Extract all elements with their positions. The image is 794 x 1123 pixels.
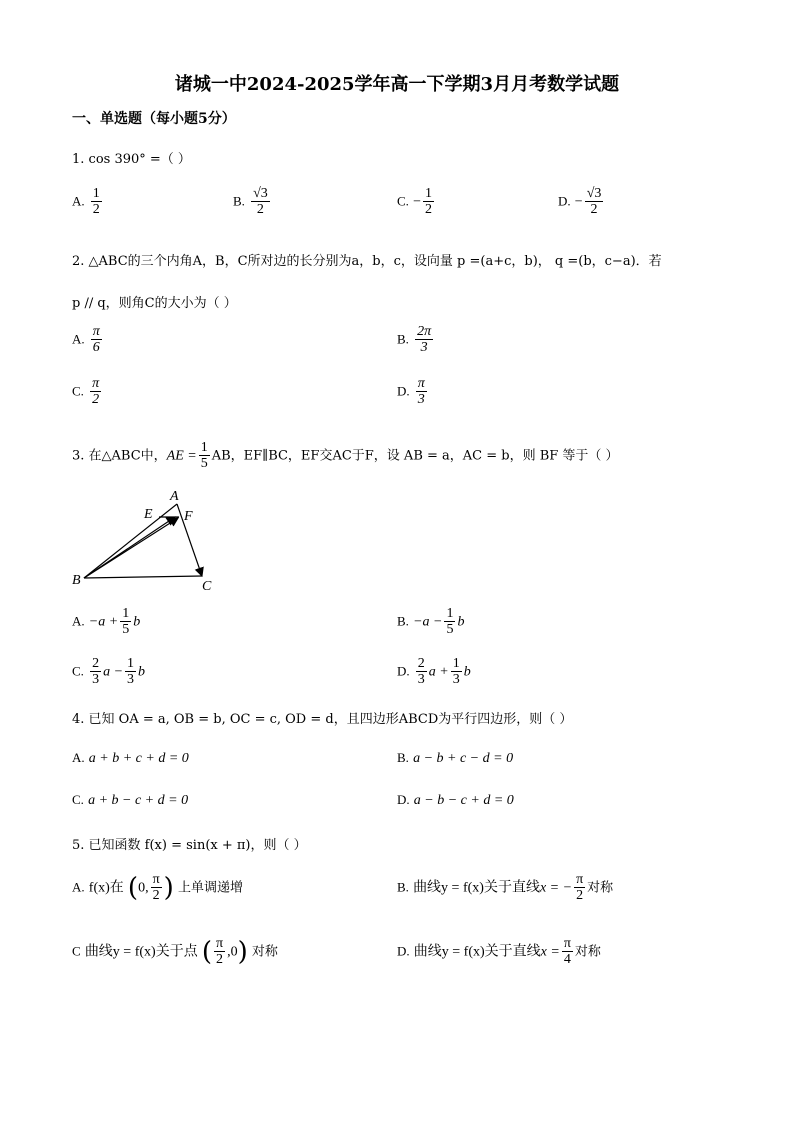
option-label: A. xyxy=(72,613,85,629)
q2-option-c[interactable] xyxy=(72,376,103,408)
frac-num: √3 xyxy=(253,186,268,201)
q3-option-c[interactable] xyxy=(72,656,145,688)
frac-num: 2 xyxy=(92,656,100,671)
option-label: A. xyxy=(72,193,85,209)
expr-part: f(x)在 xyxy=(88,880,124,896)
frac-den: 3 xyxy=(127,672,135,688)
frac-den: 2 xyxy=(424,202,432,218)
expr-part: b xyxy=(463,664,471,680)
option-label: C. xyxy=(72,383,84,399)
expr-part: x = xyxy=(540,944,560,960)
frac-den: 5 xyxy=(122,622,130,638)
q1-option-b[interactable] xyxy=(233,186,272,218)
q5-option-c[interactable] xyxy=(72,936,278,968)
left-paren: ( xyxy=(201,936,212,967)
q5-option-b[interactable] xyxy=(397,872,613,904)
q2-option-b[interactable] xyxy=(397,324,435,356)
option-label: D. xyxy=(397,943,410,959)
section-heading: 一、单选题（每小题5分） xyxy=(72,111,236,127)
triangle-figure xyxy=(70,486,220,596)
vertex-label-c: C xyxy=(202,579,212,594)
q5-stem: 5. 已知函数 f(x) = sin(x + π)，则（ ） xyxy=(72,838,307,853)
frac-den: 2 xyxy=(256,202,264,218)
option-label: D. xyxy=(558,193,571,209)
frac-num: 1 xyxy=(92,186,100,201)
option-label: A. xyxy=(72,331,85,347)
q4-option-b[interactable] xyxy=(397,750,513,767)
q5-option-a[interactable] xyxy=(72,872,243,904)
option-label: B. xyxy=(397,750,409,765)
frac-num: √3 xyxy=(586,186,602,201)
frac-num: π xyxy=(92,324,100,339)
expr-part: 对称 xyxy=(251,944,278,960)
frac-num: π xyxy=(576,872,584,887)
frac-den: 3 xyxy=(417,392,425,408)
side-ab xyxy=(84,504,177,578)
expr-part: 0, xyxy=(138,880,149,896)
frac-num: π xyxy=(92,376,100,391)
expr-part: a + xyxy=(428,664,449,680)
q2-option-a[interactable] xyxy=(72,324,104,356)
expr-part: −a + xyxy=(88,614,119,630)
frac-den: 2 xyxy=(216,952,224,968)
vertex-label-e: E xyxy=(144,507,153,522)
frac-num: 1 xyxy=(200,440,208,455)
frac-num: 1 xyxy=(452,656,460,671)
frac-den: 4 xyxy=(563,952,571,968)
right-paren: ) xyxy=(237,936,248,967)
option-label: C xyxy=(72,943,81,959)
option-text: a + b + c + d = 0 xyxy=(88,751,189,766)
q1-option-d[interactable] xyxy=(558,186,605,218)
option-label: A. xyxy=(72,750,85,765)
option-label: D. xyxy=(397,792,410,807)
minus-sign: − xyxy=(574,194,583,210)
expr-part: 曲线y = f(x)关于直线 xyxy=(413,880,540,896)
option-label: B. xyxy=(233,193,245,209)
option-label: A. xyxy=(72,879,85,895)
q2-option-d[interactable] xyxy=(397,376,429,408)
q1-stem: 1. cos 390° =（ ） xyxy=(72,152,191,167)
frac-num: π xyxy=(152,872,160,887)
option-label: C. xyxy=(72,663,84,679)
frac-num: π xyxy=(417,376,425,391)
frac-den: 3 xyxy=(452,672,460,688)
option-label: C. xyxy=(397,193,409,209)
side-bc xyxy=(84,576,202,578)
q3-stem-part-a: 3. 在△ABC中， xyxy=(72,448,167,464)
q3-option-d[interactable] xyxy=(397,656,471,688)
option-text: a + b − c + d = 0 xyxy=(88,793,189,808)
q4-option-a[interactable] xyxy=(72,750,189,767)
frac-den: 2 xyxy=(590,202,598,218)
option-label: B. xyxy=(397,331,409,347)
option-text: a − b + c − d = 0 xyxy=(413,751,514,766)
frac-num: 1 xyxy=(446,606,454,621)
frac-den: 6 xyxy=(92,340,100,356)
vertex-label-f: F xyxy=(184,509,193,524)
q5-option-d[interactable] xyxy=(397,936,601,968)
q4-option-d[interactable] xyxy=(397,792,514,809)
option-label: B. xyxy=(397,613,409,629)
q3-stem-part-c: AB，EF∥BC，EF交AC于F，设 AB = a，AC = b，则 BF 等于（ ） xyxy=(211,448,619,464)
frac-den: 3 xyxy=(92,672,100,688)
expr-part: a − xyxy=(103,664,124,680)
q1-option-a[interactable] xyxy=(72,186,104,218)
q2-stem-line2: p // q，则角C的大小为（ ） xyxy=(72,296,237,311)
expr-part: 对称 xyxy=(574,944,601,960)
frac-num: 2π xyxy=(417,324,432,339)
expr-part: −a − xyxy=(413,614,443,630)
q2-stem-line1: 2. △ABC的三个内角A，B，C所对边的长分别为a，b，c，设向量 p =(a+c，b)， q =(b，c−a)．若 xyxy=(72,254,662,269)
frac-num: π xyxy=(216,936,224,951)
frac-den: 2 xyxy=(152,888,160,904)
q3-stem xyxy=(72,440,619,472)
q4-option-c[interactable] xyxy=(72,792,188,809)
option-label: D. xyxy=(397,383,410,399)
vertex-label-a: A xyxy=(170,489,179,504)
frac-den: 2 xyxy=(92,392,100,408)
page-title: 诸城一中2024-2025学年高一下学期3月月考数学试题 xyxy=(174,74,620,95)
frac-num: 1 xyxy=(424,186,432,201)
frac-den: 5 xyxy=(446,622,454,638)
frac-den: 2 xyxy=(576,888,584,904)
option-text: a − b − c + d = 0 xyxy=(413,793,514,808)
option-label: B. xyxy=(397,879,409,895)
frac-den: 5 xyxy=(200,456,208,472)
frac-num: 2 xyxy=(417,656,425,671)
expr-part: 上单调递增 xyxy=(177,880,243,896)
option-label: D. xyxy=(397,663,410,679)
frac-den: 3 xyxy=(420,340,428,356)
vector-bf xyxy=(84,518,178,578)
expr-part: 曲线y = f(x)关于点 xyxy=(84,944,198,960)
frac-num: 1 xyxy=(127,656,135,671)
expr-part: ,0 xyxy=(227,944,238,960)
left-paren: ( xyxy=(127,872,139,903)
q3-option-a[interactable] xyxy=(72,606,140,638)
q1-option-c[interactable] xyxy=(397,186,436,218)
expr-part: b xyxy=(138,664,146,680)
expr-part: b xyxy=(133,614,141,630)
expr-part: 对称 xyxy=(587,880,614,896)
option-label: C. xyxy=(72,792,84,807)
expr-part: b xyxy=(457,614,465,630)
frac-den: 3 xyxy=(417,672,425,688)
frac-num: π xyxy=(563,936,571,951)
right-paren: ) xyxy=(163,872,174,903)
q3-option-b[interactable] xyxy=(397,606,464,638)
expr-part: x = − xyxy=(539,880,573,896)
minus-sign: − xyxy=(413,194,421,210)
frac-num: 1 xyxy=(122,606,130,621)
q3-stem-part-b: AE = xyxy=(166,448,197,464)
frac-den: 2 xyxy=(92,202,100,218)
vertex-label-b: B xyxy=(72,573,81,588)
expr-part: 曲线y = f(x)关于直线 xyxy=(413,944,541,960)
q4-stem: 4. 已知 OA = a, OB = b, OC = c, OD = d，且四边形ABCD为平行四边形，则（ ） xyxy=(72,712,573,727)
